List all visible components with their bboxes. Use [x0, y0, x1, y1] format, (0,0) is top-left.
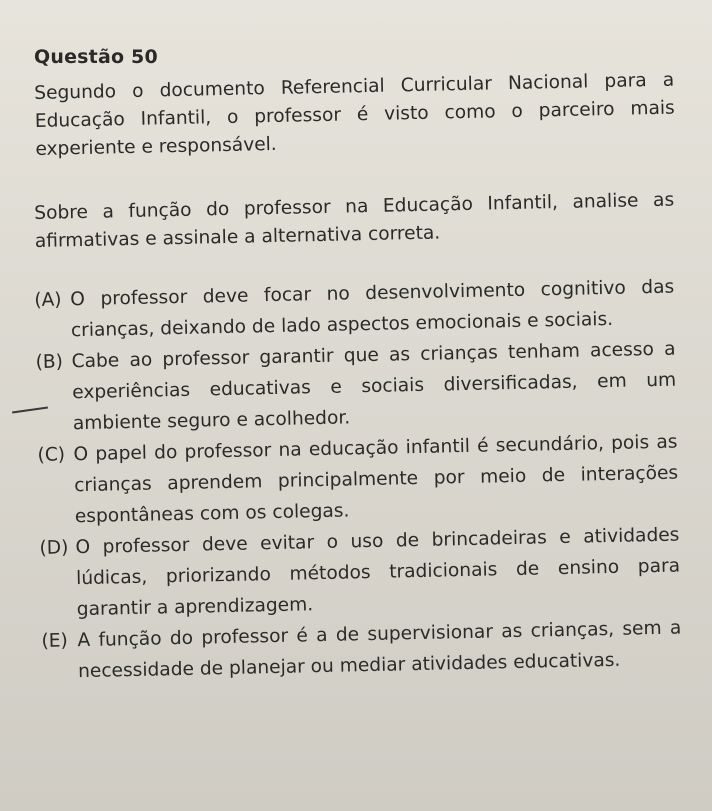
question-prompt: Sobre a função do professor na Educação Infantil, analise as afirmativas e assinale a alternativa correta. — [34, 189, 675, 252]
option-text: O papel do professor na educação infantil é secundário, pois as crianças aprendem principalmente por meio de interações espontâneas com os colegas. — [73, 431, 679, 528]
option-letter: (E) — [41, 630, 68, 652]
question-title: Questão 50 — [34, 46, 158, 68]
option-text: A função do professor é a de supervisionar as crianças, sem a necessidade de planejar ou mediar atividades educativas. — [77, 617, 682, 683]
option-letter: (D) — [39, 537, 69, 559]
option-b[interactable] — [35, 334, 677, 440]
option-text: O professor deve focar no desenvolvimento cognitivo das crianças, deixando de lado aspectos emocionais e sociais. — [70, 276, 675, 342]
option-e[interactable] — [41, 613, 682, 688]
option-text: O professor deve evitar o uso de brincadeiras e atividades lúdicas, priorizando métodos tradicionais de ensino para garantir a aprendizagem. — [75, 524, 681, 621]
option-letter: (A) — [34, 289, 62, 311]
option-text: Cabe ao professor garantir que as crianças tenham acesso a experiências educativas e sociais diversificadas, em um ambiente seguro e acolhedor. — [71, 338, 677, 435]
answer-options — [34, 272, 682, 688]
option-d[interactable] — [39, 520, 681, 626]
option-letter: (B) — [35, 351, 64, 373]
option-letter: (C) — [37, 444, 66, 466]
question-intro: Segundo o documento Referencial Curricular Nacional para a Educação Infantil, o professor é visto como o parceiro mais experiente e responsável. — [34, 69, 675, 160]
option-c[interactable] — [37, 427, 679, 533]
